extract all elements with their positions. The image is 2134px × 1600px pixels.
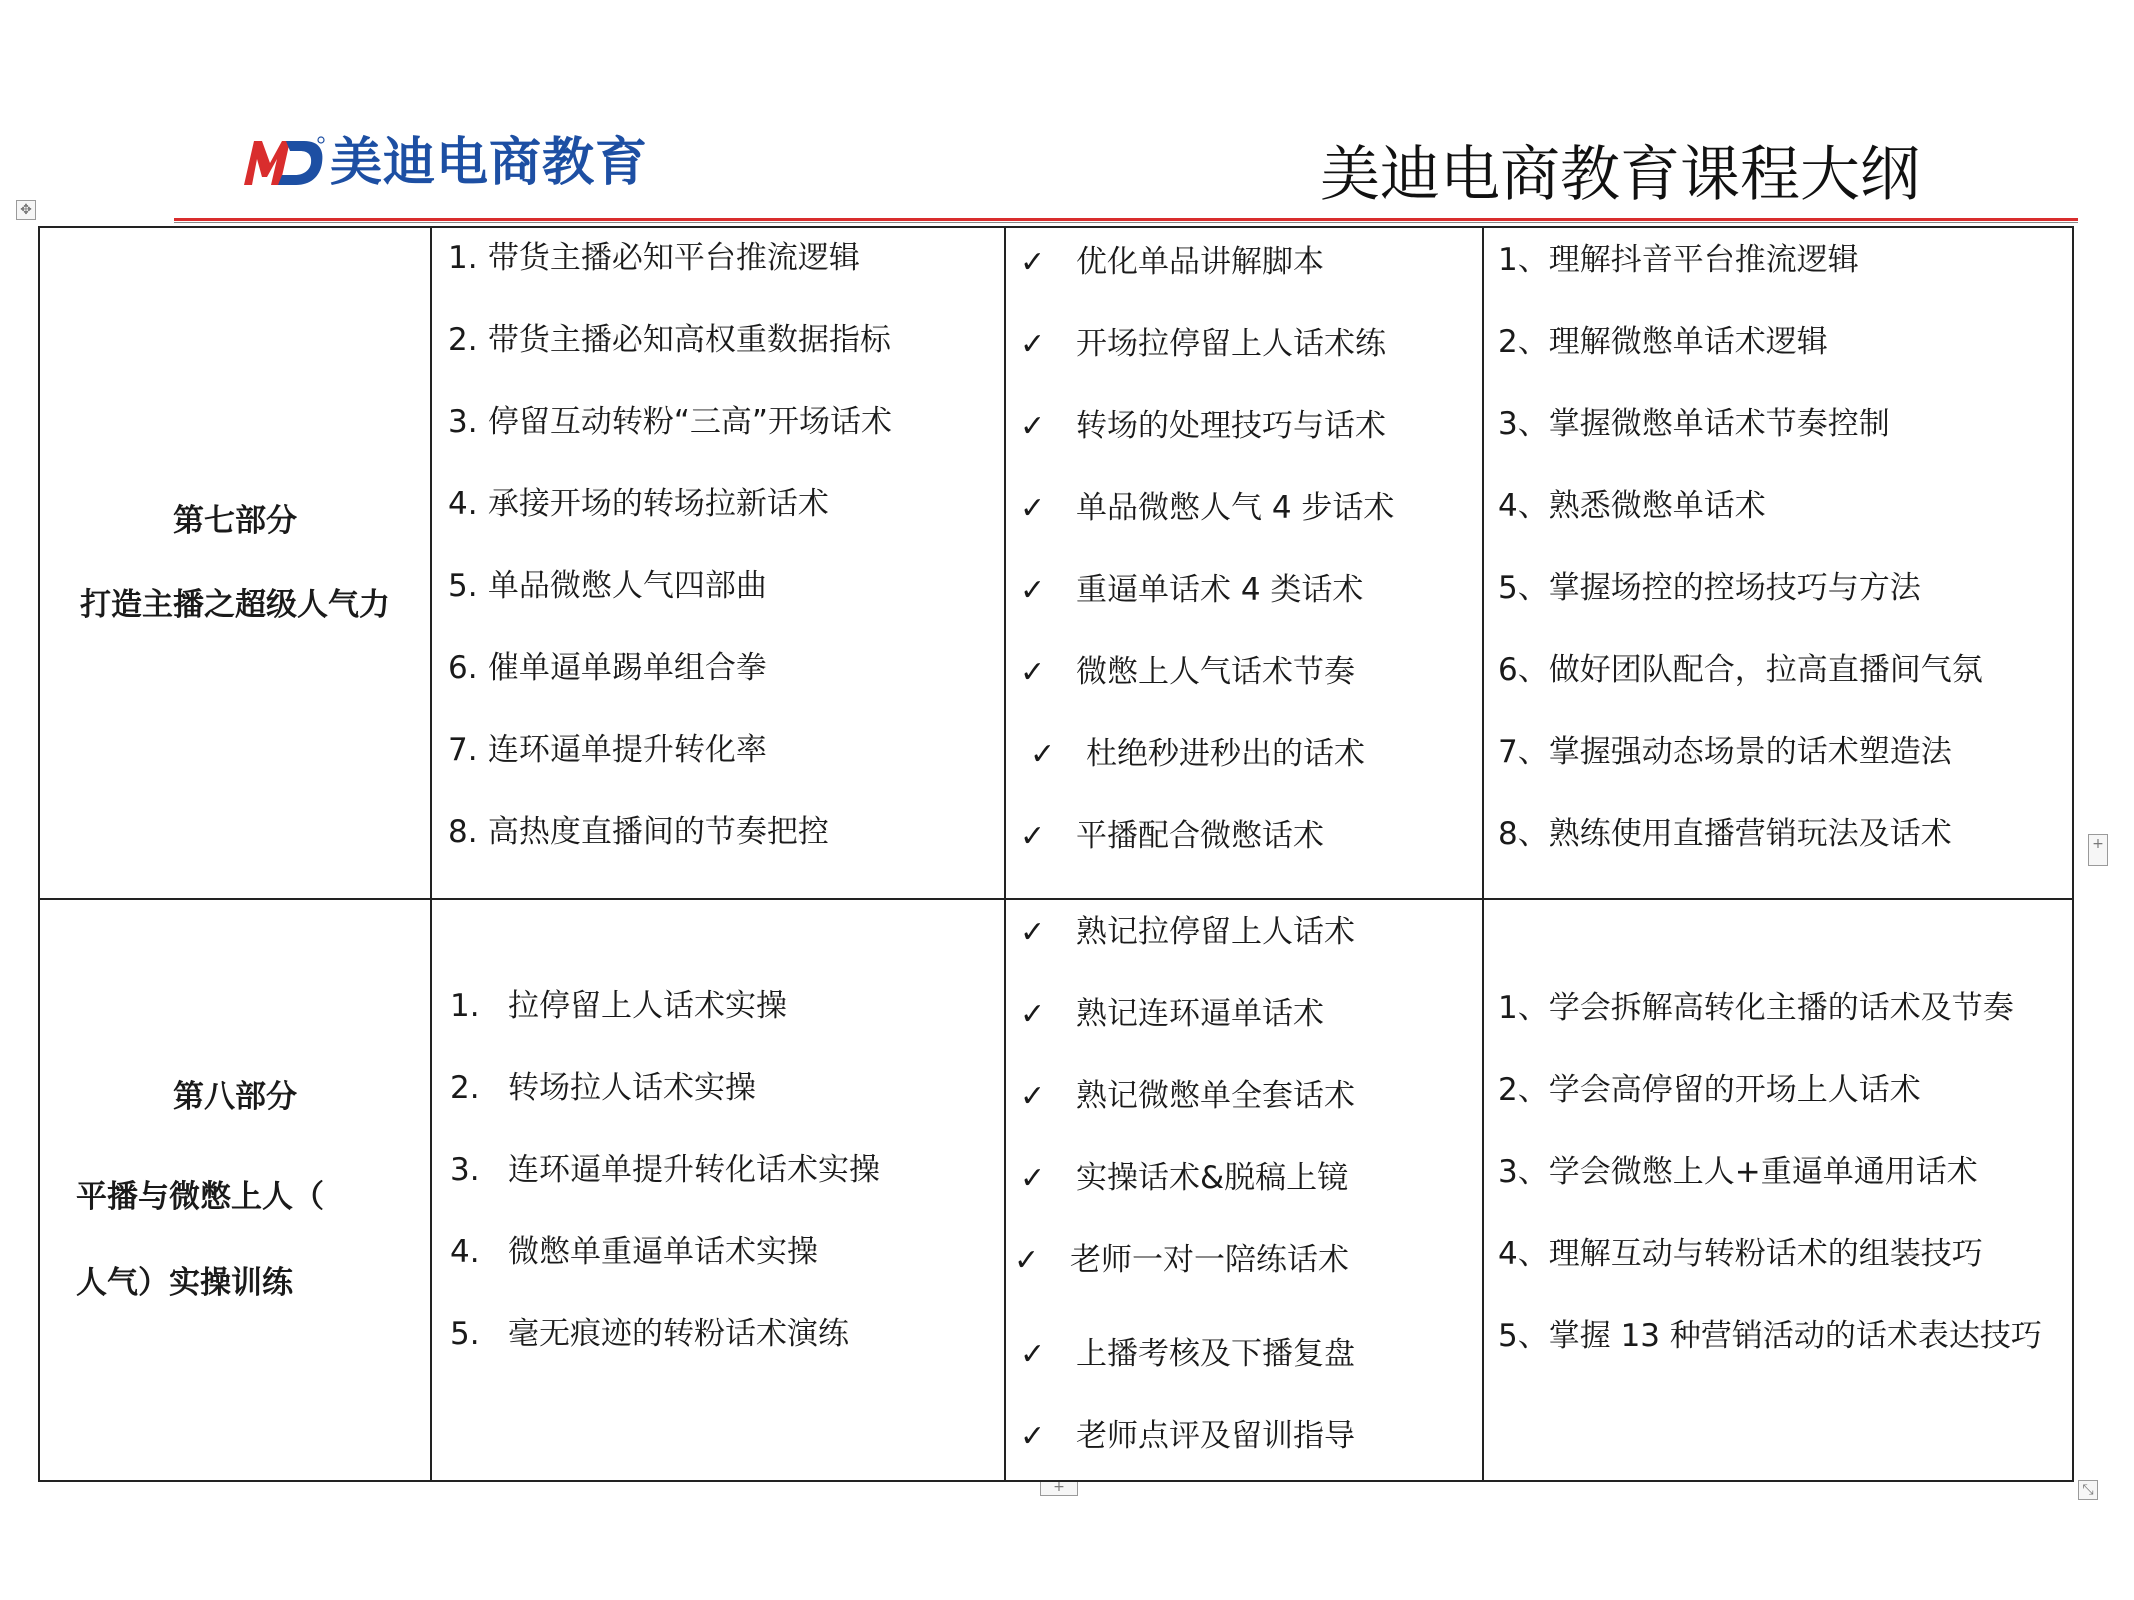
check-icon: ✓: [1020, 1337, 1046, 1372]
practice-item: ✓ 单品微憋人气 4 步话术: [1006, 488, 1482, 570]
check-icon: ✓: [1020, 655, 1046, 690]
topic-item: 2. 转场拉人话术实操: [450, 1070, 756, 1106]
practice-item: ✓ 平播配合微憋话术: [1006, 816, 1482, 898]
topic-item: 4. 承接开场的转场拉新话术: [448, 486, 829, 522]
part-7-title: 第七部分: [173, 503, 297, 539]
practice-item: ✓ 实操话术&脱稿上镜: [1006, 1158, 1482, 1240]
part-7-outcomes-cell: [1483, 227, 2073, 899]
header-red-rule: [174, 218, 2078, 221]
course-outline-table: [38, 226, 2074, 1482]
practice-item: ✓ 老师一对一陪练话术: [1006, 1240, 1482, 1334]
practice-item: ✓ 优化单品讲解脚本: [1006, 242, 1482, 324]
outcome-item: 4、熟悉微憋单话术: [1498, 488, 1766, 524]
table-resize-handle-icon[interactable]: ⤡: [2078, 1480, 2098, 1500]
outcome-item: 5、掌握场控的控场技巧与方法: [1498, 570, 1921, 606]
practice-item: ✓ 杜绝秒进秒出的话术: [1006, 734, 1482, 816]
outcome-item: 6、做好团队配合，拉高直播间气氛: [1498, 652, 1983, 688]
topic-item: 8. 高热度直播间的节奏把控: [448, 814, 829, 850]
topic-item: 5. 毫无痕迹的转粉话术演练: [450, 1316, 849, 1352]
topic-item: 7. 连环逼单提升转化率: [448, 732, 767, 768]
outcome-item: 7、掌握强动态场景的话术塑造法: [1498, 734, 1952, 770]
topic-item: 3. 连环逼单提升转化话术实操: [450, 1152, 880, 1188]
topic-item: 2. 带货主播必知高权重数据指标: [448, 322, 891, 358]
part-8-topics-cell: [431, 899, 1005, 1481]
practice-item: ✓ 开场拉停留上人话术练: [1006, 324, 1482, 406]
md-logo-mark-icon: [240, 135, 326, 191]
table-row-part-8: [39, 899, 2073, 1481]
topic-item: 4. 微憋单重逼单话术实操: [450, 1234, 818, 1270]
check-icon: ✓: [1020, 573, 1046, 608]
practice-item: ✓ 转场的处理技巧与话术: [1006, 406, 1482, 488]
outcome-item: 4、理解互动与转粉话术的组装技巧: [1498, 1236, 1983, 1272]
topic-item: 5. 单品微憋人气四部曲: [448, 568, 767, 604]
topic-item: 6. 催单逼单踢单组合拳: [448, 650, 767, 686]
part-8-label-cell: [39, 899, 431, 1481]
check-icon: ✓: [1014, 1243, 1040, 1278]
document-title: 美迪电商教育课程大纲: [1320, 140, 1920, 210]
part-8-practice-cell: [1005, 899, 1483, 1481]
topic-item: 3. 停留互动转粉“三高”开场话术: [448, 404, 892, 440]
table-row-add-handle-icon[interactable]: +: [2088, 834, 2108, 866]
check-icon: ✓: [1020, 1079, 1046, 1114]
outcome-item: 1、学会拆解高转化主播的话术及节奏: [1498, 990, 2014, 1026]
practice-item: ✓ 老师点评及留训指导: [1006, 1416, 1482, 1476]
check-icon: ✓: [1020, 819, 1046, 854]
check-icon: ✓: [1020, 245, 1046, 280]
practice-item: ✓ 重逼单话术 4 类话术: [1006, 570, 1482, 652]
part-7-subtitle: 打造主播之超级人气力: [80, 587, 390, 623]
part-7-label-cell: [39, 227, 431, 899]
check-icon: ✓: [1020, 1161, 1046, 1196]
outcome-item: 8、熟练使用直播营销玩法及话术: [1498, 816, 1952, 852]
logo-text: 美迪电商教育: [330, 133, 649, 193]
topic-item: 1. 带货主播必知平台推流逻辑: [448, 240, 860, 276]
part-8-outcomes-cell: [1483, 899, 2073, 1481]
table-column-add-handle-icon[interactable]: +: [1040, 1480, 1078, 1496]
part-8-subtitle-line-2: 人气）实操训练: [76, 1265, 293, 1301]
check-icon: ✓: [1020, 1419, 1046, 1454]
brand-logo: [240, 128, 648, 198]
check-icon: ✓: [1020, 409, 1046, 444]
header-gray-rule: [174, 222, 2078, 223]
practice-item: ✓ 熟记连环逼单话术: [1006, 994, 1482, 1076]
check-icon: ✓: [1020, 915, 1046, 950]
check-icon: ✓: [1030, 737, 1056, 772]
part-7-practice-cell: [1005, 227, 1483, 899]
outcome-item: 5、掌握 13 种营销活动的话术表达技巧: [1498, 1318, 2042, 1354]
outcome-item: 2、学会高停留的开场上人话术: [1498, 1072, 1921, 1108]
part-7-topics-cell: [431, 227, 1005, 899]
part-8-title: 第八部分: [173, 1079, 297, 1115]
outcome-item: 3、掌握微憋单话术节奏控制: [1498, 406, 1890, 442]
practice-item: ✓ 上播考核及下播复盘: [1006, 1334, 1482, 1416]
practice-item: ✓ 微憋上人气话术节奏: [1006, 652, 1482, 734]
outcome-item: 2、理解微憋单话术逻辑: [1498, 324, 1828, 360]
topic-item: 1. 拉停留上人话术实操: [450, 988, 787, 1024]
practice-item: ✓ 熟记微憋单全套话术: [1006, 1076, 1482, 1158]
part-8-subtitle-line-1: 平播与微憋上人（: [76, 1179, 324, 1215]
check-icon: ✓: [1020, 491, 1046, 526]
table-move-handle-icon[interactable]: ✥: [16, 200, 36, 220]
check-icon: ✓: [1020, 327, 1046, 362]
practice-item: ✓ 熟记拉停留上人话术: [1006, 912, 1482, 994]
outcome-item: 1、理解抖音平台推流逻辑: [1498, 242, 1859, 278]
table-row-part-7: [39, 227, 2073, 899]
check-icon: ✓: [1020, 997, 1046, 1032]
outcome-item: 3、学会微憋上人+重逼单通用话术: [1498, 1154, 1978, 1190]
